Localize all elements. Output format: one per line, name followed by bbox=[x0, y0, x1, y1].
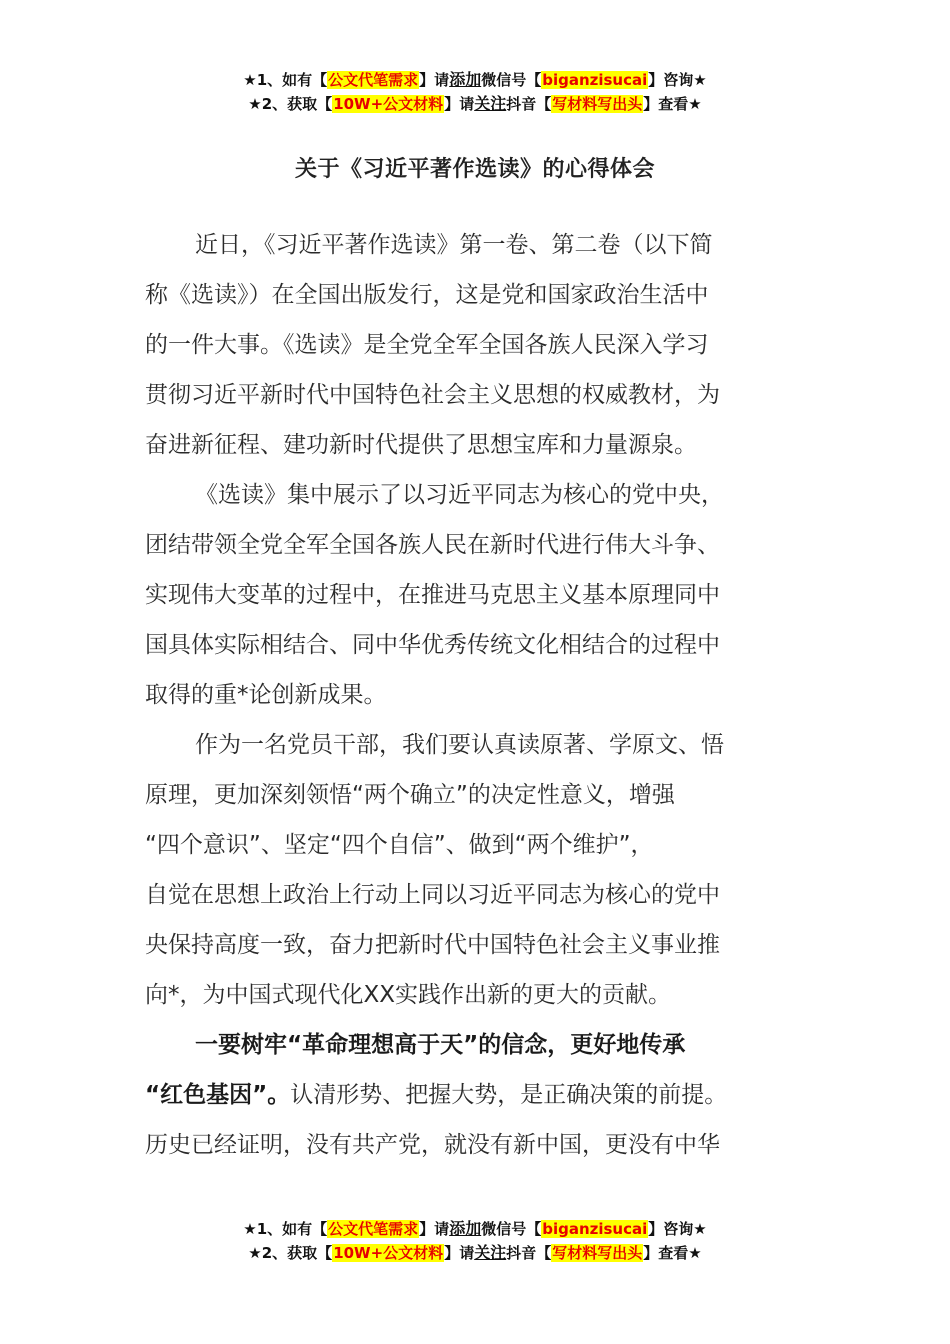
banner-text: 】查看★ bbox=[643, 95, 702, 113]
banner-text: ★1、如有【 bbox=[243, 1220, 328, 1238]
text-run: 认清形势、把握大势，是正确决策的前提。 bbox=[290, 1082, 728, 1108]
banner-highlight: 写材料写出头 bbox=[552, 1244, 643, 1262]
banner-text: ★1、如有【 bbox=[243, 71, 328, 89]
text-line: 奋进新征程、建功新时代提供了思想宝库和力量源泉。 bbox=[145, 432, 697, 458]
footer-banner bbox=[0, 1217, 950, 1265]
banner-text: 】请 bbox=[444, 95, 475, 113]
section-heading-end: “红色基因”。 bbox=[145, 1082, 291, 1108]
banner-line-2 bbox=[0, 92, 950, 116]
document-body bbox=[145, 220, 805, 1170]
text-line: 近日，《习近平著作选读》第一卷、第二卷（以下简 bbox=[195, 232, 713, 258]
banner-highlight: biganzisucai bbox=[542, 1220, 648, 1238]
text-line: 国具体实际相结合、同中华优秀传统文化相结合的过程中 bbox=[145, 632, 720, 658]
banner-text: 微信号【 bbox=[481, 1220, 542, 1238]
text-line: “四个意识”、坚定“四个自信”、做到“两个维护”， bbox=[145, 832, 654, 858]
banner-highlight: 公文代笔需求 bbox=[328, 1220, 419, 1238]
text-line: 实现伟大变革的过程中，在推进马克思主义基本原理同中 bbox=[145, 582, 720, 608]
banner-highlight: biganzisucai bbox=[542, 71, 648, 89]
text-line: 历史已经证明，没有共产党，就没有新中国，更没有中华 bbox=[145, 1132, 720, 1158]
banner-text: 】请 bbox=[419, 1220, 450, 1238]
text-line: 团结带领全党全军全国各族人民在新时代进行伟大斗争、 bbox=[145, 532, 720, 558]
document-title: 关于《习近平著作选读》的心得体会 bbox=[294, 157, 655, 182]
banner-text: 抖音【 bbox=[506, 95, 552, 113]
text-line: 的一件大事。《选读》是全党全军全国各族人民深入学习 bbox=[145, 332, 709, 358]
banner-line-2 bbox=[0, 1241, 950, 1265]
header-banner bbox=[0, 68, 950, 116]
text-line: 向*，为中国式现代化XX实践作出新的更大的贡献。 bbox=[145, 982, 672, 1008]
banner-highlight: 写材料写出头 bbox=[552, 95, 643, 113]
banner-text: 】咨询★ bbox=[648, 1220, 707, 1238]
banner-highlight: 公文代笔需求 bbox=[328, 71, 419, 89]
banner-highlight: 10W+公文材料 bbox=[333, 95, 444, 113]
banner-text: 】请 bbox=[444, 1244, 475, 1262]
banner-text: 】咨询★ bbox=[648, 71, 707, 89]
text-line: 自觉在思想上政治上行动上同以习近平同志为核心的党中 bbox=[145, 882, 720, 908]
banner-text: 微信号【 bbox=[481, 71, 542, 89]
section-heading-line: 一要树牢“革命理想高于天”的信念，更好地传承 bbox=[195, 1032, 686, 1058]
text-line: 原理，更加深刻领悟“两个确立”的决定性意义，增强 bbox=[145, 782, 675, 808]
banner-text: ★2、获取【 bbox=[248, 1244, 333, 1262]
banner-underline: 关注 bbox=[474, 1243, 507, 1262]
banner-text: ★2、获取【 bbox=[248, 95, 333, 113]
text-line bbox=[145, 1070, 805, 1120]
banner-line-1 bbox=[0, 68, 950, 92]
text-line: 央保持高度一致，奋力把新时代中国特色社会主义事业推 bbox=[145, 932, 720, 958]
text-line: 取得的重*论创新成果。 bbox=[145, 682, 387, 708]
banner-highlight: 10W+公文材料 bbox=[333, 1244, 444, 1262]
banner-underline: 关注 bbox=[474, 94, 507, 113]
banner-text: 抖音【 bbox=[506, 1244, 552, 1262]
text-line: 《选读》集中展示了以习近平同志为核心的党中央， bbox=[195, 482, 724, 508]
text-line: 作为一名党员干部，我们要认真读原著、学原文、悟 bbox=[195, 732, 724, 758]
text-line: 称《选读》）在全国出版发行，这是党和国家政治生活中 bbox=[145, 282, 709, 308]
banner-underline: 添加 bbox=[449, 1219, 482, 1238]
banner-underline: 添加 bbox=[449, 70, 482, 89]
banner-text: 】请 bbox=[419, 71, 450, 89]
text-line: 贯彻习近平新时代中国特色社会主义思想的权威教材，为 bbox=[145, 382, 720, 408]
banner-line-1 bbox=[0, 1217, 950, 1241]
banner-text: 】查看★ bbox=[643, 1244, 702, 1262]
